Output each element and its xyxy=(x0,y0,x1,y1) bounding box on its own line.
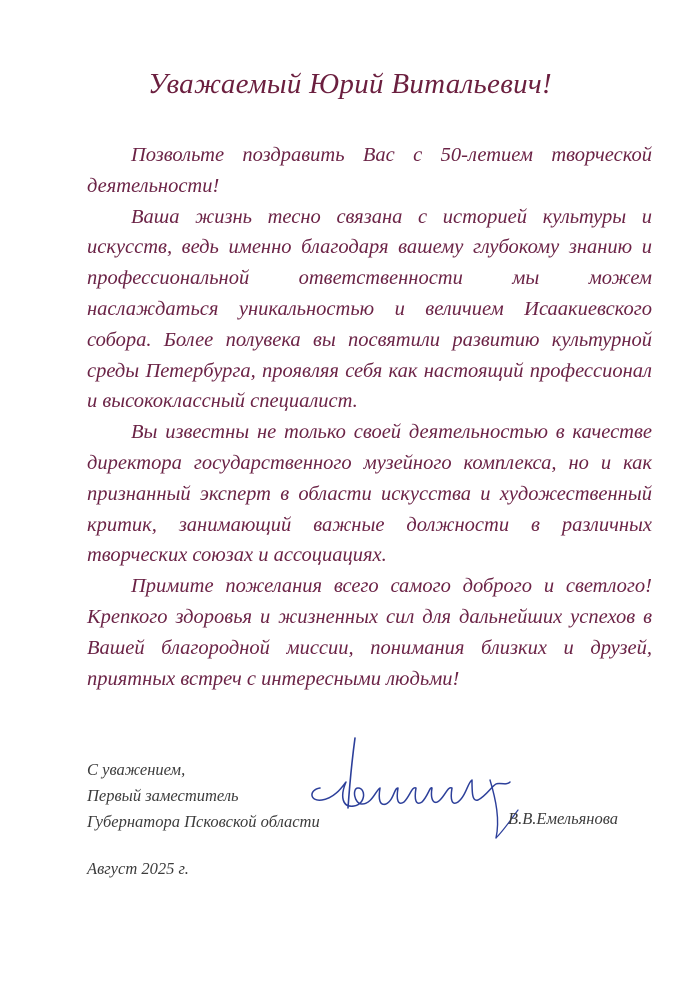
paragraph-4: Примите пожелания всего самого доброго и светлого! Крепкого здоровья и жизненных сил для дальнейших успехов в Вашей благородной миссии, понимания близких и друзей, приятных встреч с интересными людьми! xyxy=(87,575,652,690)
paragraph-3: Вы известны не только своей деятельностью в качестве директора государственного музейного комплекса, но и как признанный эксперт в области искусства и художественный критик, занимающий важные должности в различных творческих союзах и ассоциациях. xyxy=(87,421,652,567)
paragraph-2: Ваша жизнь тесно связана с историей культуры и искусств, ведь именно благодаря вашему глубокому знанию и профессиональной ответственности мы можем наслаждаться уникальностью и величием Исаакиевского собора. Более полувека вы посвятили развитию культурной среды Петербурга, проявляя себя как настоящий профессионал и высококлассный специалист. xyxy=(87,205,652,413)
salutation: Уважаемый Юрий Витальевич! xyxy=(148,68,552,100)
letter-body xyxy=(87,140,652,694)
closing-line-3: Губернатора Псковской области xyxy=(87,812,320,831)
signer-name: В.В.Емельянова xyxy=(508,809,619,828)
letter-date: Август 2025 г. xyxy=(87,859,189,878)
closing-line-2: Первый заместитель xyxy=(87,786,239,805)
closing-line-1: С уважением, xyxy=(87,760,186,779)
closing-block xyxy=(87,757,320,835)
paragraph-1: Позвольте поздравить Вас с 50-летием творческой деятельности! xyxy=(87,144,652,197)
handwritten-signature xyxy=(300,730,530,850)
